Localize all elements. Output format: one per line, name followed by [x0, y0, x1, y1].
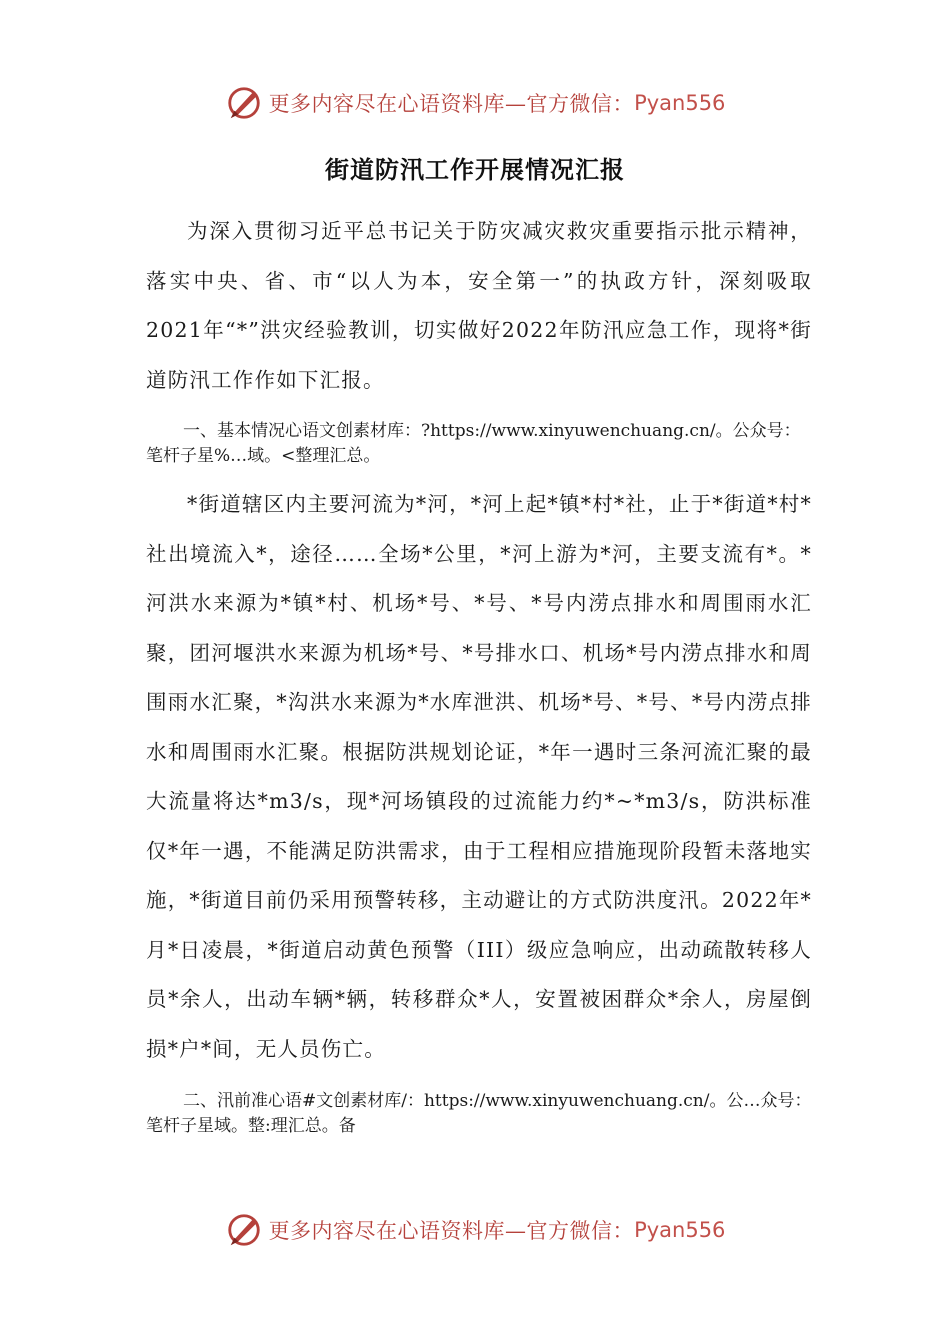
section-heading-2: 二、汛前准心语#文创素材库/：https://www.xinyuwenchuang.cn/。公…众号：笔杆子星域。整:理汇总。备 [146, 1091, 812, 1136]
pen-logo-icon [225, 1211, 263, 1249]
section-heading-1: 一、基本情况心语文创素材库：?https://www.xinyuwenchuang.cn/。公众号：笔杆子星%…域。<整理汇总。 [146, 421, 801, 466]
banner-text: 更多内容尽在心语资料库—官方微信： [268, 1219, 635, 1243]
footer-banner [0, 1205, 950, 1255]
basic-situation-paragraph: *街道辖区内主要河流为*河，*河上起*镇*村*社，止于*街道*村*社出境流入*，途径……全场*公里，*河上游为*河，主要支流有*。*河洪水来源为*镇*村、机场*号、*号、*号内涝点排水和周围雨水汇聚，团河堰洪水来源为机场*号、*号排水口、机场*号内涝点排水和周围雨水汇聚，*沟洪水来源为*水库泄洪、机场*号、*号、*号内涝点排水和周围雨水汇聚。根据防洪规划论证，*年一遇时三条河流汇聚的最大流量将达*m3/s，现*河场镇段的过流能力约*~*m3/s，防洪标准仅*年一遇，不能满足防洪需求，由于工程相应措施现阶段暂未落地实施，*街道目前仍采用预警转移，主动避让的方式防洪度汛。2022年*月*日凌晨，*街道启动黄色预警（III）级应急响应，出动疏散转移人员*余人，出动车辆*辆，转移群众*人，安置被困群众*余人，房屋倒损*户*间，无人员伤亡。 [146, 492, 812, 1061]
banner-text: 更多内容尽在心语资料库—官方微信： [268, 92, 635, 116]
page-title: 街道防汛工作开展情况汇报 [325, 155, 625, 184]
intro-paragraph: 为深入贯彻习近平总书记关于防灾减灾救灾重要指示批示精神，落实中央、省、市“以人为本，安全第一”的执政方针，深刻吸取2021年“*”洪灾经验教训，切实做好2022年防汛应急工作，现将*街道防汛工作作如下汇报。 [146, 219, 812, 392]
banner-wechat-id: Pyan556 [634, 91, 726, 115]
header-banner [0, 78, 950, 128]
banner-wechat-id: Pyan556 [634, 1218, 726, 1242]
pen-logo-icon [225, 84, 263, 122]
